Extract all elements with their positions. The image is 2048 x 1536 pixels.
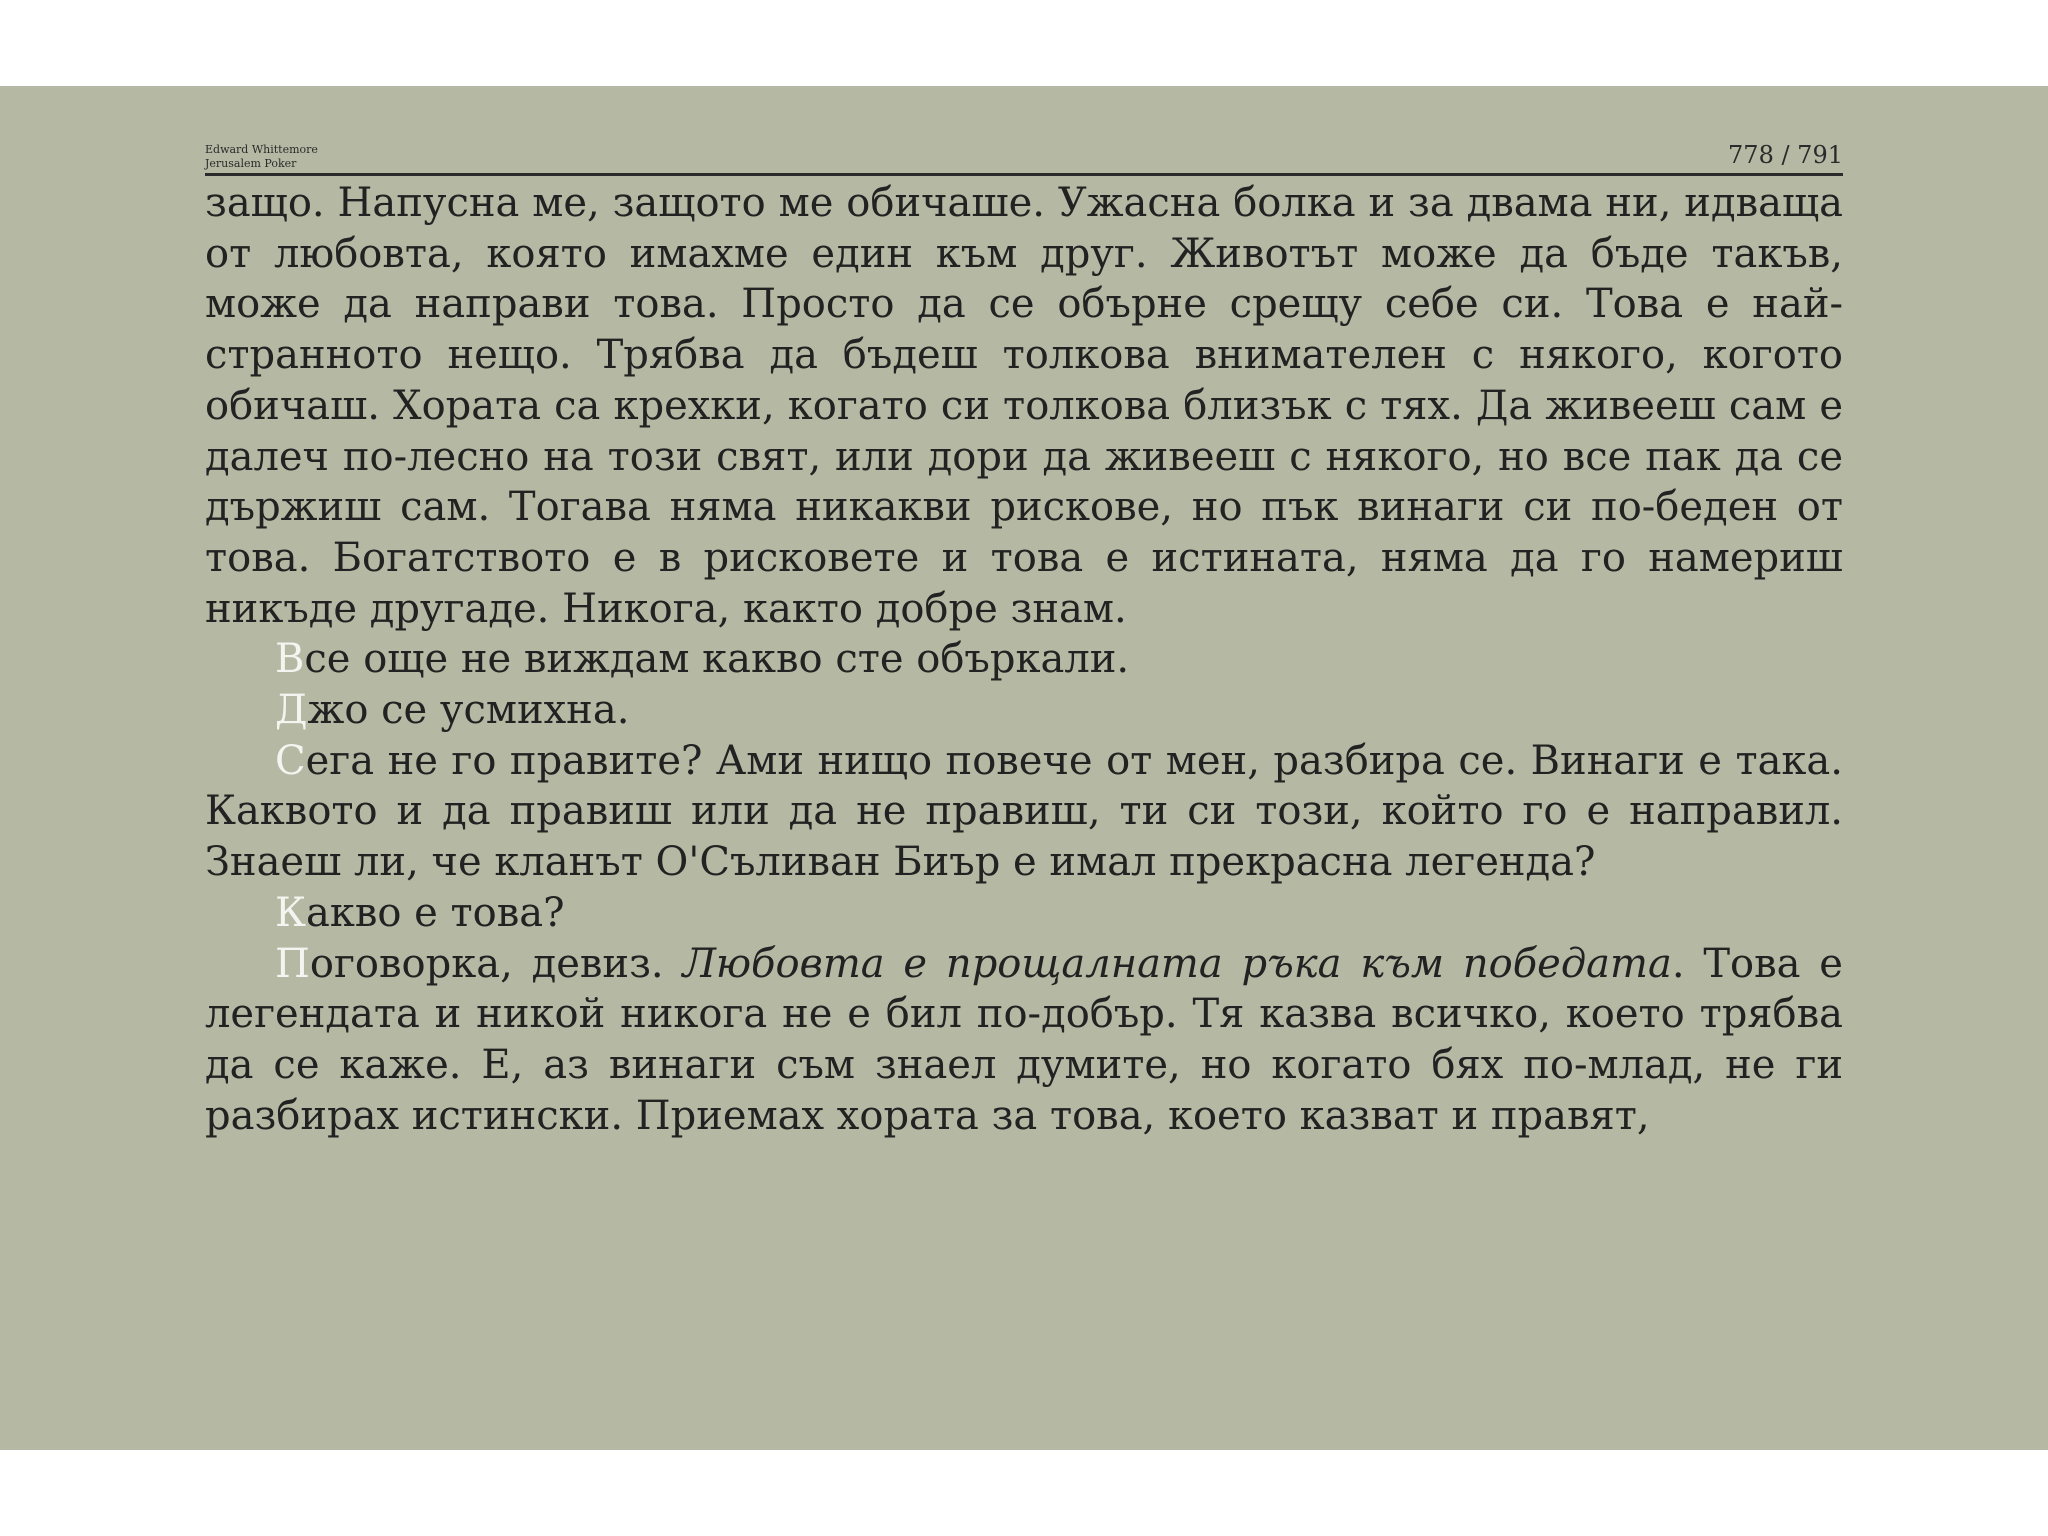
paragraph-text: жо се усмихна.	[307, 687, 630, 734]
page-number: 778 / 791	[1728, 141, 1843, 169]
paragraph	[205, 888, 1843, 939]
paragraph	[205, 939, 1843, 1142]
dropcap-letter: П	[275, 940, 310, 987]
dropcap-letter: К	[275, 889, 306, 936]
dropcap-letter: Д	[275, 687, 308, 734]
paragraph-text: . Това е легендата и никой никога не е бил по-добър. Тя казва всичко, което трябва да се каже. Е, аз винаги съм знаел думите, но когато бях по-млад, не ги разбирах истински. Приемах хората за това, което казват и правят,	[205, 940, 1843, 1139]
header-book-title: Jerusalem Poker	[205, 157, 297, 170]
paragraph	[205, 736, 1843, 888]
paragraph	[205, 178, 1843, 634]
paragraph-text: ега не го правите? Ами нищо повече от мен, разбира се. Винаги е така. Каквото и да правиш или да не правиш, ти си този, който го е направил. Знаеш ли, че кланът О'Съливан Биър е имал прекрасна легенда?	[205, 737, 1843, 886]
paragraph-text: оговорка, девиз.	[309, 940, 683, 987]
page-header	[205, 137, 1843, 176]
dropcap-letter: В	[275, 636, 305, 683]
italic-motto: Любовта е прощалната ръка към победата	[682, 940, 1672, 987]
paragraph	[205, 685, 1843, 736]
paragraph	[205, 634, 1843, 685]
paragraph-text: защо. Напусна ме, защото ме обичаше. Ужасна болка и за двама ни, идваща от любовта, която имахме един към друг. Животът може да бъде такъв, може да направи това. Просто да се обърне срещу себе си. Това е най-странното нещо. Трябва да бъдеш толкова внимателен с някого, когото обичаш. Хората са крехки, когато си толкова близък с тях. Да живееш сам е далеч по-лесно на този свят, или дори да живееш с някого, но все пак да се държиш сам. Тогава няма никакви рискове, но пък винаги си по-беден от това. Богатството е в рисковете и това е истината, няма да го намериш никъде другаде. Никога, както добре знам.	[205, 180, 1843, 632]
paragraph-text: се още не виждам какво сте объркали.	[304, 636, 1130, 683]
header-author: Edward Whittemore	[205, 143, 318, 156]
paragraph-text: акво е това?	[305, 889, 565, 936]
header-meta	[205, 143, 318, 171]
dropcap-letter: С	[275, 737, 306, 784]
page-body	[205, 178, 1843, 1141]
